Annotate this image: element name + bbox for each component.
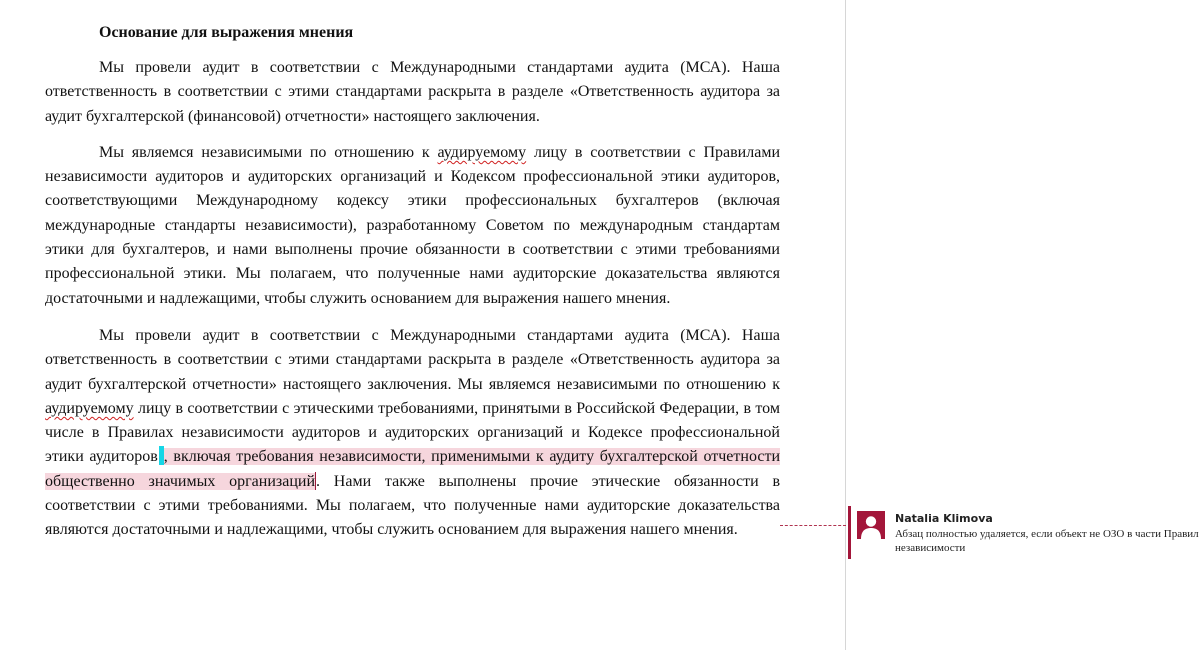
document-body: [45, 20, 780, 543]
comment-author: Natalia Klimova: [895, 512, 993, 525]
commented-text-range[interactable]: , включая требования независимости, применимыми к аудиту бухгалтерской отчетности общественно значимых организаций: [45, 448, 781, 490]
paragraph-3-text-part3: . Нами также выполнены прочие этические обязанности в соответствии с этими требованиями. Мы полагаем, что полученные нами аудиторские доказательства являются достаточными и надлежащими, чтобы служить основанием для выражения нашего мнения.: [45, 472, 781, 539]
comment-text[interactable]: Абзац полностью удаляется, если объект не ОЗО в части Правил независимости: [895, 528, 1199, 554]
paragraph-3[interactable]: [45, 324, 780, 543]
spellcheck-word[interactable]: аудируемому: [437, 143, 527, 161]
paragraph-2-text-before: Мы являемся независимыми по отношению к: [99, 143, 438, 161]
comment-connector-line: [780, 525, 846, 526]
spellcheck-word[interactable]: аудируемому: [45, 399, 134, 417]
paragraph-3-text-part1: Мы провели аудит в соответствии с Международными стандартами аудита (МСА). Наша ответственность в соответствии с этими стандартами раскрыта в разделе «Ответственность аудитора за аудит бухгалтерской отчетности» настоящего заключения. Мы являемся независимыми по отношению к: [45, 326, 780, 393]
comment-balloon[interactable]: [848, 506, 1200, 559]
text-cursor: [159, 446, 164, 465]
avatar-person-icon: [857, 511, 885, 539]
person-icon: [857, 511, 885, 539]
paragraph-2-text-after: лицу в соответствии с Правилами независимости аудиторов и аудиторских организаций и Кодексом профессиональной этики аудиторов, соответствующими Международному кодексу этики профессиональных бухгалтеров (включая международные стандарты независимости), разработанному Советом по международным стандартам этики для бухгалтеров, и нами выполнены прочие обязанности в соответствии с этими требованиями профессиональной этики. Мы полагаем, что полученные нами аудиторские доказательства являются достаточными и надлежащими, чтобы служить основанием для выражения нашего мнения.: [45, 143, 781, 307]
paragraph-3-text-part2: лицу в соответствии с этическими требованиями, принятыми в Российской Федерации, в том числе в Правилах независимости аудиторов и аудиторских организаций и Кодексе профессиональной этики аудиторов: [45, 399, 780, 466]
comment-accent-bar: [848, 506, 851, 559]
paragraph-2[interactable]: [45, 141, 780, 311]
paragraph-1[interactable]: Мы провели аудит в соответствии с Международными стандартами аудита (МСА). Наша ответственность в соответствии с этими стандартами раскрыта в разделе «Ответственность аудитора за аудит бухгалтерской (финансовой) отчетности» настоящего заключения.: [45, 59, 780, 125]
section-heading: Основание для выражения мнения: [99, 24, 354, 41]
